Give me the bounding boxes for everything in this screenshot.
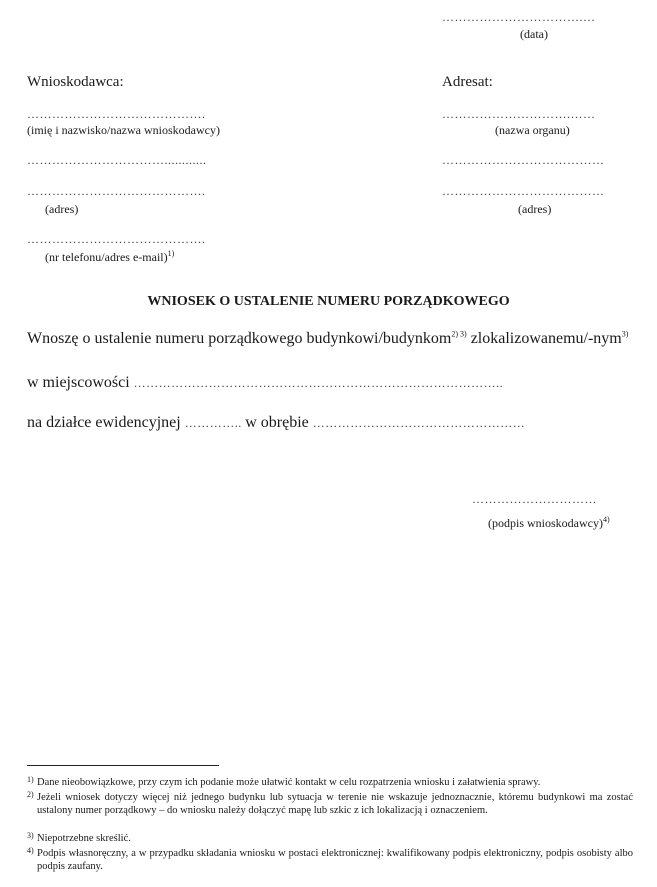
parcel-dots[interactable]: ………….. [184,416,246,430]
applicant-heading: Wnioskodawca: [27,74,124,90]
date-label: (data) [520,27,548,41]
locality-label: w miejscowości [27,374,134,391]
footnote-text: Podpis własnoręczny, a w przypadku składania wniosku w postaci elektronicznej: kwalifikowany podpis elektroniczny, podpis osobisty albo podpis zaufany. [37,848,633,872]
signature-dots[interactable]: ………………………… [472,492,597,506]
applicant-address-dots-1[interactable]: ……………………………............ [27,153,207,167]
parcel-label: na działce ewidencyjnej [27,414,185,431]
footnote-mark: 3) [27,831,34,840]
addressee-address-dots-1[interactable]: ………………………………… [442,153,605,167]
date-dots[interactable]: …………………………….… [442,10,596,24]
footnote-mark: 2) [27,790,34,799]
addressee-org-dots[interactable]: ………………………….…… [442,107,596,121]
footnote-4 [27,847,633,873]
request-line-3 [27,414,525,432]
applicant-address-dots-2[interactable]: ……………………………………. [27,184,206,198]
footnote-ref-4: 4) [602,515,610,524]
request-line-2 [27,374,503,392]
locality-dots[interactable]: …………………………………………………………………………….. [133,376,504,390]
applicant-address-label: (adres) [45,202,79,216]
footnote-3 [27,832,633,845]
footnote-text: Niepotrzebne skreślić. [37,833,131,844]
footnote-ref-2-3: 2) 3) [451,329,467,339]
addressee-address-label: (adres) [518,202,552,216]
precinct-dots[interactable]: …………………………………………… [312,416,526,430]
applicant-name-dots[interactable]: ……………………………………. [27,107,206,121]
footnote-ref-3: 3) [621,329,629,339]
signature-label: (podpis wnioskodawcy)$^{4)}$ [488,515,610,530]
applicant-contact-label: (nr telefonu/adres e-mail)$^{1)}$ [45,249,175,264]
addressee-address-dots-2[interactable]: ………………………………… [442,184,605,198]
footnote-2 [27,791,633,817]
precinct-label: w obrębie [245,414,313,431]
footnote-mark: 1) [27,775,34,784]
footnote-1 [27,776,633,789]
footnote-divider [27,765,219,766]
footnote-text: Jeżeli wniosek dotyczy więcej niż jednego budynku lub sytuacja w terenie nie wskazuje jednoznacznie, któremu budynkowi ma zostać ustalony numer porządkowy – do wniosku należy dołączyć mapę lub szkic z ich lokalizacją i oznaczeniem. [37,792,633,816]
request-line-1: Wnoszę o ustalenie numeru porządkowego budynkowi/budynkom$^{2) 3)}$ zlokalizowanemu/-nym$^{3)}$ [27,329,629,347]
footnote-ref-1: 1) [167,249,175,258]
footnote-mark: 4) [27,846,34,855]
applicant-name-label: (imię i nazwisko/nazwa wnioskodawcy) [27,123,220,137]
addressee-heading: Adresat: [442,74,493,90]
footnote-text: Dane nieobowiązkowe, przy czym ich podanie może ułatwić kontakt w celu rozpatrzenia wniosku i załatwienia sprawy. [37,777,541,788]
document-title: WNIOSEK O USTALENIE NUMERU PORZĄDKOWEGO [147,294,510,309]
addressee-org-label: (nazwa organu) [495,123,570,137]
applicant-contact-dots[interactable]: ……………………………………. [27,232,206,246]
